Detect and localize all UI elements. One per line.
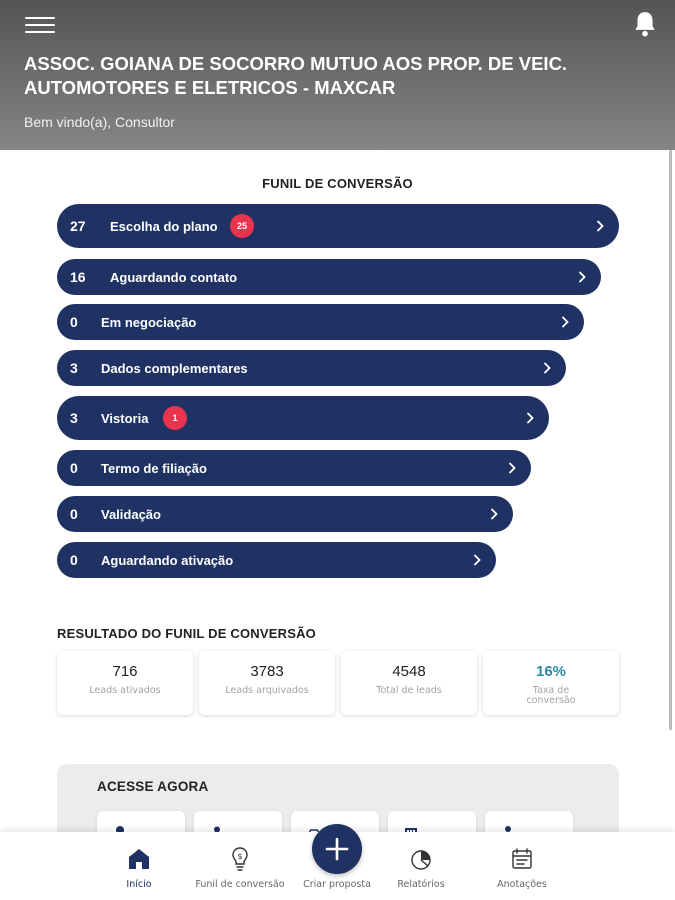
stage-label: Vistoria bbox=[101, 410, 149, 426]
chevron-right-icon bbox=[578, 271, 587, 283]
scrollbar[interactable] bbox=[669, 150, 672, 730]
stat-label: Total de leads bbox=[376, 685, 442, 696]
stat-value: 3783 bbox=[250, 663, 284, 680]
chevron-right-icon bbox=[508, 462, 517, 474]
calendar-notes-icon bbox=[509, 846, 535, 872]
funnel-title: FUNIL DE CONVERSÃO bbox=[262, 176, 413, 191]
chevron-right-icon bbox=[543, 362, 552, 374]
stat-value: 716 bbox=[112, 663, 138, 680]
home-icon bbox=[126, 846, 152, 872]
stage-label: Validação bbox=[101, 506, 161, 522]
stage-count: 3 bbox=[70, 410, 78, 426]
stat-value: 16% bbox=[535, 663, 567, 680]
stage-count: 16 bbox=[70, 269, 86, 285]
funnel-stage-dados-complementares[interactable] bbox=[57, 350, 566, 386]
create-proposal-label: Criar proposta bbox=[303, 879, 371, 890]
stage-count: 0 bbox=[70, 552, 78, 568]
stat-value: 4548 bbox=[392, 663, 426, 680]
chevron-right-icon bbox=[596, 220, 605, 232]
nav-label: Funil de conversão bbox=[195, 879, 285, 890]
funnel-stage-em-negociacao[interactable] bbox=[57, 304, 584, 340]
stage-count: 3 bbox=[70, 360, 78, 376]
results-title: RESULTADO DO FUNIL DE CONVERSÃO bbox=[57, 626, 316, 641]
create-proposal-button[interactable] bbox=[312, 824, 362, 874]
stat-card-leads-ativados bbox=[57, 651, 193, 715]
stage-count: 0 bbox=[70, 460, 78, 476]
lightbulb-dollar-icon bbox=[227, 846, 253, 872]
notification-badge: 25 bbox=[230, 214, 254, 238]
nav-label: Anotações bbox=[497, 879, 547, 890]
stage-label: Termo de filiação bbox=[101, 460, 207, 476]
bell-icon[interactable] bbox=[632, 10, 658, 38]
stage-label: Aguardando contato bbox=[110, 269, 238, 285]
plus-icon bbox=[312, 824, 362, 874]
stat-label: Leads ativados bbox=[89, 685, 161, 696]
funnel-stage-vistoria[interactable] bbox=[57, 396, 549, 440]
nav-anotacoes[interactable] bbox=[472, 832, 572, 900]
funnel-stage-aguardando-contato[interactable] bbox=[57, 259, 601, 295]
funnel-stage-validacao[interactable] bbox=[57, 496, 513, 532]
stage-label: Dados complementares bbox=[101, 360, 248, 376]
chevron-right-icon bbox=[526, 412, 535, 424]
funnel-stage-termo-de-filiacao[interactable] bbox=[57, 450, 531, 486]
stat-card-taxa-de-conversao bbox=[483, 651, 619, 715]
chevron-right-icon bbox=[561, 316, 570, 328]
funnel-stage-escolha-do-plano[interactable] bbox=[57, 204, 619, 248]
stat-card-total-de-leads bbox=[341, 651, 477, 715]
notification-badge: 1 bbox=[163, 406, 187, 430]
welcome-text: Bem vindo(a), Consultor bbox=[24, 114, 175, 130]
association-title: ASSOC. GOIANA DE SOCORRO MUTUO AOS PROP. DE VEIC. AUTOMOTORES E ELETRICOS - MAXCAR bbox=[24, 53, 568, 98]
stage-label: Aguardando ativação bbox=[101, 552, 234, 568]
stage-label: Em negociação bbox=[101, 314, 197, 330]
stage-count: 0 bbox=[70, 506, 78, 522]
chevron-right-icon bbox=[490, 508, 499, 520]
chevron-right-icon bbox=[473, 554, 482, 566]
funnel-stage-aguardando-ativacao[interactable] bbox=[57, 542, 496, 578]
stat-label: Taxa de conversão bbox=[526, 685, 576, 706]
nav-inicio[interactable] bbox=[89, 832, 189, 900]
nav-label: Relatórios bbox=[397, 879, 445, 890]
nav-funil-de-conversao[interactable] bbox=[190, 832, 290, 900]
hamburger-menu-icon[interactable] bbox=[25, 14, 55, 36]
stat-card-leads-arquivados bbox=[199, 651, 335, 715]
access-now-title: ACESSE AGORA bbox=[97, 779, 209, 794]
stage-label: Escolha do plano bbox=[110, 218, 218, 234]
stat-label: Leads arquivados bbox=[225, 685, 309, 696]
app-header bbox=[0, 0, 675, 150]
nav-label: Início bbox=[126, 879, 152, 890]
stage-count: 0 bbox=[70, 314, 78, 330]
stage-count: 27 bbox=[70, 218, 86, 234]
pie-chart-icon bbox=[408, 846, 434, 872]
svg-text:$: $ bbox=[237, 852, 243, 861]
